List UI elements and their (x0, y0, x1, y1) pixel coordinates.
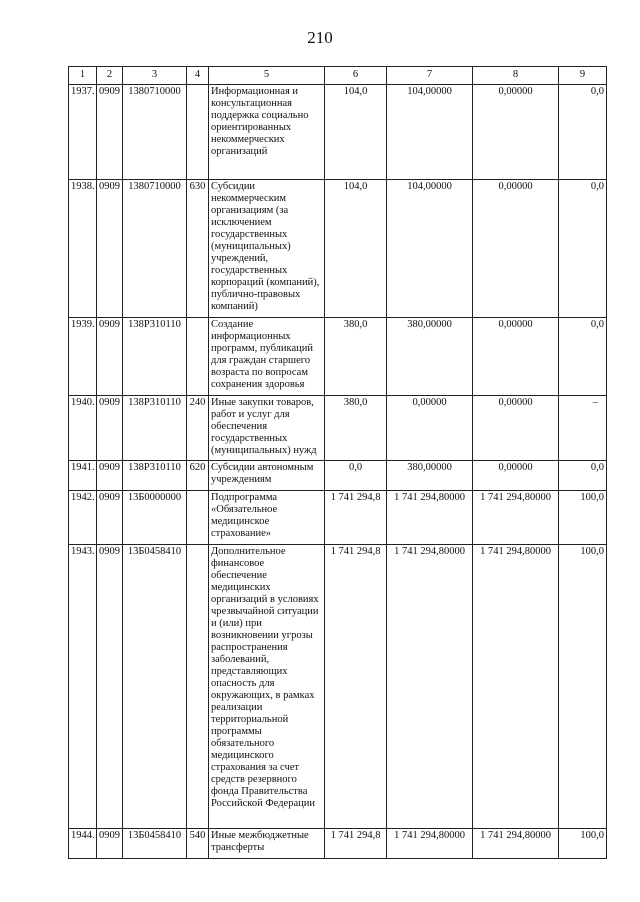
target-code: 138P310110 (123, 318, 187, 396)
value-col8: 0,00000 (473, 461, 559, 491)
section-code: 0909 (97, 829, 123, 859)
section-code: 0909 (97, 461, 123, 491)
item-name: Иные межбюджетные трансферты (209, 829, 325, 859)
percent-col9: 0,0 (559, 85, 607, 180)
value-col6: 1 741 294,8 (325, 491, 387, 545)
header-cell: 8 (473, 67, 559, 85)
expense-type: 240 (187, 396, 209, 461)
table-row (69, 491, 607, 545)
expense-type (187, 491, 209, 545)
header-cell: 3 (123, 67, 187, 85)
value-col7: 104,00000 (387, 85, 473, 180)
table-row (69, 461, 607, 491)
value-col8: 1 741 294,80000 (473, 545, 559, 829)
table-row (69, 318, 607, 396)
value-col7: 380,00000 (387, 461, 473, 491)
table-row (69, 829, 607, 859)
table-row (69, 180, 607, 318)
section-code: 0909 (97, 491, 123, 545)
item-name: Субсидии автономным учреждениям (209, 461, 325, 491)
row-number: 1944. (69, 829, 97, 859)
value-col6: 104,0 (325, 180, 387, 318)
percent-col9: – (559, 396, 607, 461)
target-code: 13Б0458410 (123, 545, 187, 829)
value-col7: 1 741 294,80000 (387, 829, 473, 859)
value-col7: 380,00000 (387, 318, 473, 396)
item-name: Субсидии некоммерческим организациям (за исключением государственных (муниципальных) учреждений, государственных корпораций (компаний), публично-правовых компаний) (209, 180, 325, 318)
header-cell: 9 (559, 67, 607, 85)
percent-col9: 100,0 (559, 829, 607, 859)
row-number: 1937. (69, 85, 97, 180)
header-cell: 5 (209, 67, 325, 85)
target-code: 138P310110 (123, 461, 187, 491)
percent-col9: 0,0 (559, 180, 607, 318)
value-col7: 1 741 294,80000 (387, 491, 473, 545)
row-number: 1942. (69, 491, 97, 545)
header-cell: 6 (325, 67, 387, 85)
value-col6: 380,0 (325, 396, 387, 461)
expense-type (187, 318, 209, 396)
section-code: 0909 (97, 85, 123, 180)
value-col6: 104,0 (325, 85, 387, 180)
item-name: Создание информационных программ, публикаций для граждан старшего возраста по вопросам сохранения здоровья (209, 318, 325, 396)
header-cell: 4 (187, 67, 209, 85)
page-number: 210 (307, 28, 333, 47)
section-code: 0909 (97, 318, 123, 396)
percent-col9: 100,0 (559, 545, 607, 829)
value-col6: 0,0 (325, 461, 387, 491)
section-code: 0909 (97, 180, 123, 318)
value-col6: 1 741 294,8 (325, 829, 387, 859)
value-col7: 1 741 294,80000 (387, 545, 473, 829)
section-code: 0909 (97, 545, 123, 829)
value-col8: 0,00000 (473, 318, 559, 396)
target-code: 138P310110 (123, 396, 187, 461)
value-col8: 0,00000 (473, 180, 559, 318)
value-col7: 104,00000 (387, 180, 473, 318)
expense-type (187, 85, 209, 180)
row-number: 1938. (69, 180, 97, 318)
section-code: 0909 (97, 396, 123, 461)
value-col8: 0,00000 (473, 85, 559, 180)
value-col8: 0,00000 (473, 396, 559, 461)
value-col8: 1 741 294,80000 (473, 491, 559, 545)
row-number: 1941. (69, 461, 97, 491)
target-code: 1380710000 (123, 180, 187, 318)
target-code: 13Б0458410 (123, 829, 187, 859)
target-code: 13Б0000000 (123, 491, 187, 545)
value-col7: 0,00000 (387, 396, 473, 461)
percent-col9: 100,0 (559, 491, 607, 545)
row-number: 1939. (69, 318, 97, 396)
expense-type: 540 (187, 829, 209, 859)
item-name: Иные закупки товаров, работ и услуг для обеспечения государственных (муниципальных) нужд (209, 396, 325, 461)
header-cell: 7 (387, 67, 473, 85)
header-cell: 1 (69, 67, 97, 85)
value-col6: 380,0 (325, 318, 387, 396)
value-col6: 1 741 294,8 (325, 545, 387, 829)
value-col8: 1 741 294,80000 (473, 829, 559, 859)
expense-type: 630 (187, 180, 209, 318)
table-row (69, 85, 607, 180)
header-cell: 2 (97, 67, 123, 85)
table-row (69, 545, 607, 829)
row-number: 1943. (69, 545, 97, 829)
row-number: 1940. (69, 396, 97, 461)
budget-table (68, 66, 607, 859)
percent-col9: 0,0 (559, 461, 607, 491)
item-name: Дополнительное финансовое обеспечение медицинских организаций в условиях чрезвычайной ситуации и (или) при возникновении угрозы распространения заболеваний, представляющих опасность для окружающих, в рамках реализации территориальной программы обязательного медицинского страхования за счет средств резервного фонда Правительства Российской Федерации (209, 545, 325, 829)
percent-col9: 0,0 (559, 318, 607, 396)
table-row (69, 396, 607, 461)
header-row (69, 67, 607, 85)
target-code: 1380710000 (123, 85, 187, 180)
item-name: Информационная и консультационная поддержка социально ориентированных некоммерческих организаций (209, 85, 325, 180)
expense-type: 620 (187, 461, 209, 491)
expense-type (187, 545, 209, 829)
item-name: Подпрограмма «Обязательное медицинское страхование» (209, 491, 325, 545)
